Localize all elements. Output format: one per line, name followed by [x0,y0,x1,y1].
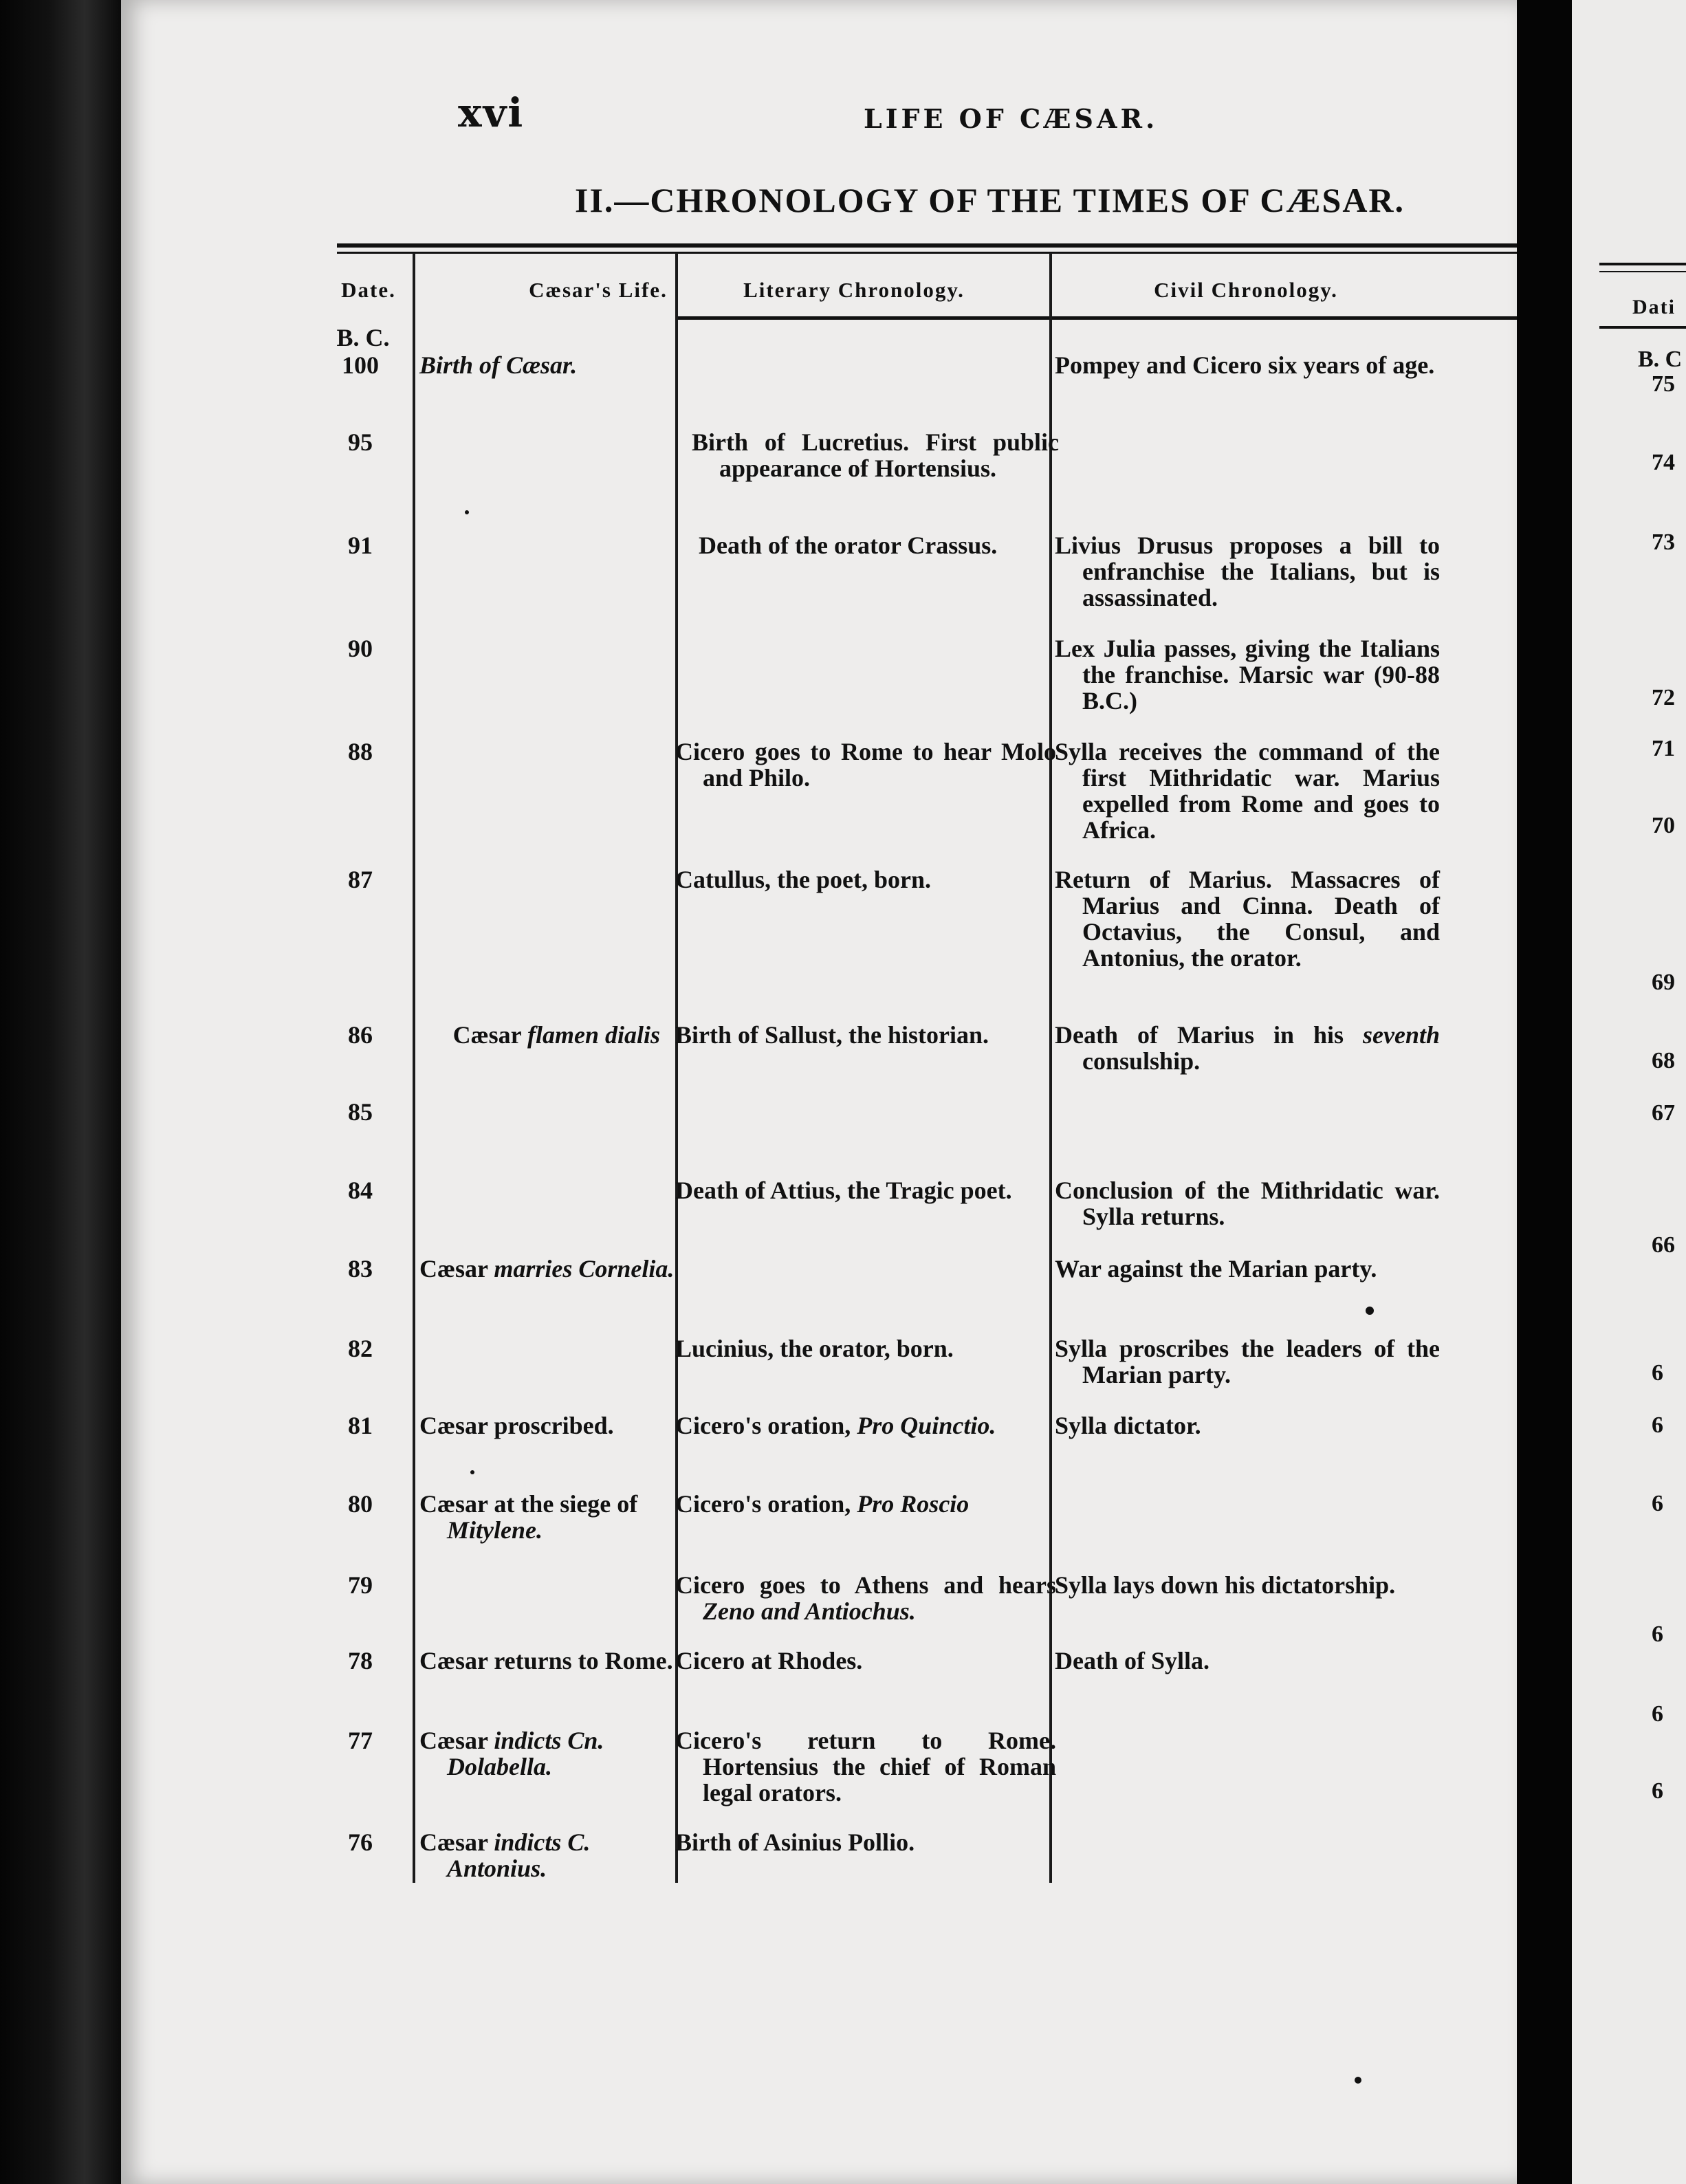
col-rule-3 [1049,253,1052,1883]
row-civil: Death of Marius in his seventh consulship. [1055,1021,1440,1075]
row-date: 100 [342,351,379,379]
row-civil: Conclusion of the Mithridatic war. Sylla returns. [1055,1177,1440,1230]
row-literary: Cicero goes to Athens and hears Zeno and Antiochus. [675,1571,1056,1625]
running-head: LIFE OF CÆSAR. [864,103,1159,134]
facing-date: 71 [1652,736,1675,761]
col-rule-1 [413,253,415,1883]
top-rule-thick [337,243,1537,248]
row-caesars-life: Cæsar marries Cornelia. [419,1255,675,1282]
row-date: 95 [348,428,373,456]
facing-date: 70 [1652,813,1675,838]
row-civil: Return of Marius. Massacres of Marius and Cinna. Death of Octavius, the Consul, and Antonius, the orator. [1055,866,1440,972]
facing-rule [1599,263,1686,265]
facing-date: 68 [1652,1048,1675,1073]
row-literary: Catullus, the poet, born. [675,866,932,893]
row-date: 78 [348,1647,373,1674]
row-caesars-life: Cæsar indicts C. Antonius. [419,1828,591,1882]
facing-rule [1599,326,1686,329]
facing-date: 74 [1652,450,1675,475]
page-number: xvi [458,89,525,136]
row-date: 77 [348,1727,373,1754]
row-date: 76 [348,1828,373,1856]
col-head-literary: Literary Chronology. [743,278,965,302]
row-date: 86 [348,1021,373,1049]
facing-date: 6 [1652,1778,1663,1804]
row-date: 82 [348,1335,373,1362]
header-rule [678,316,1537,320]
row-literary: Death of Attius, the Tragic poet. [675,1177,1012,1204]
row-literary: Death of the orator Crassus. [699,532,998,559]
row-date: 87 [348,866,373,893]
facing-rule [1599,271,1686,272]
row-caesars-life: Cæsar indicts Cn. Dolabella. [419,1727,604,1780]
col-head-date: Date. [341,278,396,302]
scan-speck [1366,1307,1374,1315]
row-civil: War against the Marian party. [1055,1255,1377,1282]
col-head-caesars-life: Cæsar's Life. [529,278,668,302]
row-caesars-life: Cæsar at the siege of Mitylene. [419,1490,638,1544]
row-date: 88 [348,738,373,765]
row-date: 91 [348,532,373,559]
row-literary: Cicero's return to Rome. Hortensius the chief of Roman legal orators. [675,1727,1056,1806]
col-rule-2 [675,253,678,1883]
row-caesars-life: Cæsar flamen dialis [452,1021,660,1049]
facing-date: 6 [1652,1360,1663,1386]
facing-page [1572,0,1686,2184]
era-label: B. C. [336,324,390,351]
facing-date: 6 [1652,1491,1663,1516]
row-literary: Birth of Lucretius. First public appearance of Hortensius. [692,428,1059,482]
row-civil: Livius Drusus proposes a bill to enfranchise the Italians, but is assassinated. [1055,532,1440,611]
row-caesars-life: Birth of Cæsar. [419,351,578,379]
facing-date: 73 [1652,529,1675,555]
row-caesars-life: Cæsar proscribed. [419,1412,614,1439]
book-gutter [1517,0,1572,2184]
row-date: 80 [348,1490,373,1518]
row-civil: Sylla lays down his dictatorship. [1055,1571,1396,1599]
row-civil: Sylla dictator. [1055,1412,1201,1439]
row-literary: Cicero's oration, Pro Quinctio. [675,1412,996,1439]
chapter-title: II.—CHRONOLOGY OF THE TIMES OF CÆSAR. [575,181,1405,219]
row-civil: Pompey and Cicero six years of age. [1055,351,1435,379]
facing-date: 67 [1652,1100,1675,1126]
facing-date: 6 [1652,1621,1663,1647]
book-page [121,0,1517,2184]
row-literary: Cicero's oration, Pro Roscio [675,1490,970,1518]
row-literary: Cicero goes to Rome to hear Molo and Philo. [675,738,1056,791]
row-caesars-life: Cæsar returns to Rome. [419,1647,673,1674]
facing-date: 66 [1652,1232,1675,1258]
row-literary: Cicero at Rhodes. [675,1647,863,1674]
facing-col-head: Dati [1632,296,1676,318]
row-date: 79 [348,1571,373,1599]
row-literary: Birth of Sallust, the historian. [675,1021,989,1049]
row-civil: Lex Julia passes, giving the Italians the franchise. Marsic war (90-88 B.C.) [1055,635,1440,714]
row-civil: Death of Sylla. [1055,1647,1209,1674]
scan-speck [1355,2077,1361,2084]
col-head-civil: Civil Chronology. [1154,278,1338,302]
row-date: 83 [348,1255,373,1282]
facing-date: 72 [1652,685,1675,710]
row-literary: Birth of Asinius Pollio. [675,1828,915,1856]
row-date: 81 [348,1412,373,1439]
scan-edge [0,0,121,2184]
row-date: 85 [348,1098,373,1126]
facing-date: 69 [1652,970,1675,995]
row-civil: Sylla receives the command of the first Mithridatic war. Marius expelled from Rome and goes to Africa. [1055,738,1440,844]
facing-date: 6 [1652,1412,1663,1438]
row-literary: Lucinius, the orator, born. [675,1335,954,1362]
scan-speck [470,1470,474,1474]
top-rule-thin [337,252,1537,254]
row-date: 84 [348,1177,373,1204]
row-civil: Sylla proscribes the leaders of the Marian party. [1055,1335,1440,1388]
facing-date: 75 [1652,371,1675,397]
facing-date: 6 [1652,1701,1663,1727]
facing-era: B. C [1638,347,1683,372]
row-date: 90 [348,635,373,662]
scan-speck [465,510,469,514]
